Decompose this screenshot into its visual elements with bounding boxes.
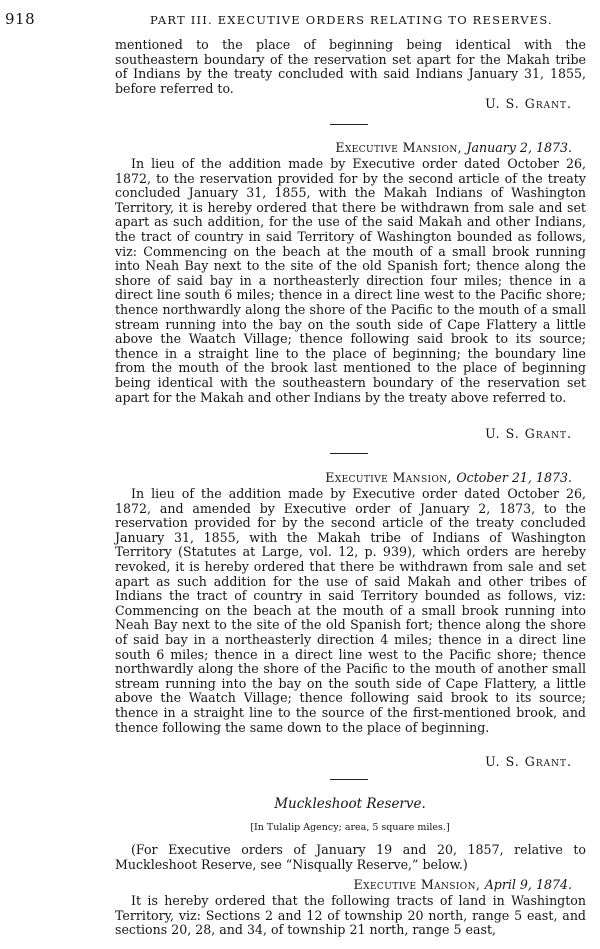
section-divider [330, 453, 368, 454]
signature-grant-3: U. S. Grant. [485, 754, 572, 769]
section-divider [330, 779, 368, 780]
running-head: PART III. EXECUTIVE ORDERS RELATING TO RESERVES. [150, 13, 553, 27]
section-divider [330, 124, 368, 125]
order-jan-1873-text: In lieu of the addition made by Executive order dated October 26, 1872, to the reservation provided for by the second article of the treaty concluded January 31, 1855, with the Makah Indians of Washington Territory, it is hereby ordered that there be withdrawn from sale and set apart as such addition, for the use of the said Makah and other Indians, the tract of country in said Territory of Washington bounded as follows, viz: Commencing on the beach at the mouth of a small brook running into Neah Bay next to the site of the old Spanish fort; thence along the shore of said bay in a northeasterly direction four miles; thence in a direct line south 6 miles; thence in a direct line west to the Pacific shore; thence northwardly along the shore of the Pacific to the mouth of a small stream running into the bay on the south side of Cape Flattery a little above the Waatch Village; thence following said brook to its source; thence in a straight line to the place of beginning; the boundary line from the mouth of the brook last mentioned to the place of beginning being identical with the southeastern boundary of the reservation set apart for the Makah and other Indians by the treaty above referred to. [115, 156, 586, 405]
order-oct-1873-text: In lieu of the addition made by Executive order dated October 26, 1872, and amended by Executive order of January 2, 1873, to the reservation provided for by the second article of the treaty concluded January 31, 1855, with the Makah tribe of Indians of Washington Territory (Statutes at Large, vol. 12, p. 939), which orders are hereby revoked, it is hereby ordered that there be withdrawn from sale and set apart as such addition for the use of said Makah and other tribes of Indians the tract of country in said Territory bounded as follows, viz: Commencing on the beach at the mouth of a small brook running into Neah Bay next to the site of the old Spanish fort; thence along the shore of said bay in a northeasterly direction 4 miles; thence in a direct line south 6 miles; thence in a direct line west to the Pacific shore; thence northwardly along the shore of the Pacific to the mouth of another small stream running into the bay on the south side of Cape Flattery, a little above the Waatch Village; thence following said brook to its source; thence in a straight line to the source of the first-mentioned brook, and thence following the same down to the place of beginning. [115, 486, 586, 735]
signature-grant-2: U. S. Grant. [485, 426, 572, 441]
dateline-jan-1873: Executive Mansion, January 2, 1873. [335, 140, 572, 155]
page-header [0, 10, 600, 30]
page-number: 918 [5, 10, 36, 28]
continuation-paragraph: mentioned to the place of beginning being identical with the southeastern boundary of the reservation set apart for the Makah tribe of Indians by the treaty concluded with said Indians January 31, 1855, before referred to. [115, 37, 586, 96]
order-apr-1874-text: It is hereby ordered that the following tracts of land in Washington Territory, viz: Sections 2 and 12 of township 20 north, range 5 east, and sections 20, 28, and 34, of township 21 north, range 5 east, [115, 893, 586, 938]
dateline-apr-1874: Executive Mansion, April 9, 1874. [353, 877, 572, 892]
section-title-muckleshoot: Muckleshoot Reserve. [274, 796, 426, 812]
dateline-oct-1873: Executive Mansion, October 21, 1873. [325, 470, 572, 485]
agency-note: [In Tulalip Agency; area, 5 square miles.] [250, 822, 450, 833]
signature-grant-1: U. S. Grant. [485, 96, 572, 111]
cross-reference: (For Executive orders of January 19 and 20, 1857, relative to Muckleshoot Reserve, see “Nisqually Reserve,” below.) [115, 842, 586, 872]
